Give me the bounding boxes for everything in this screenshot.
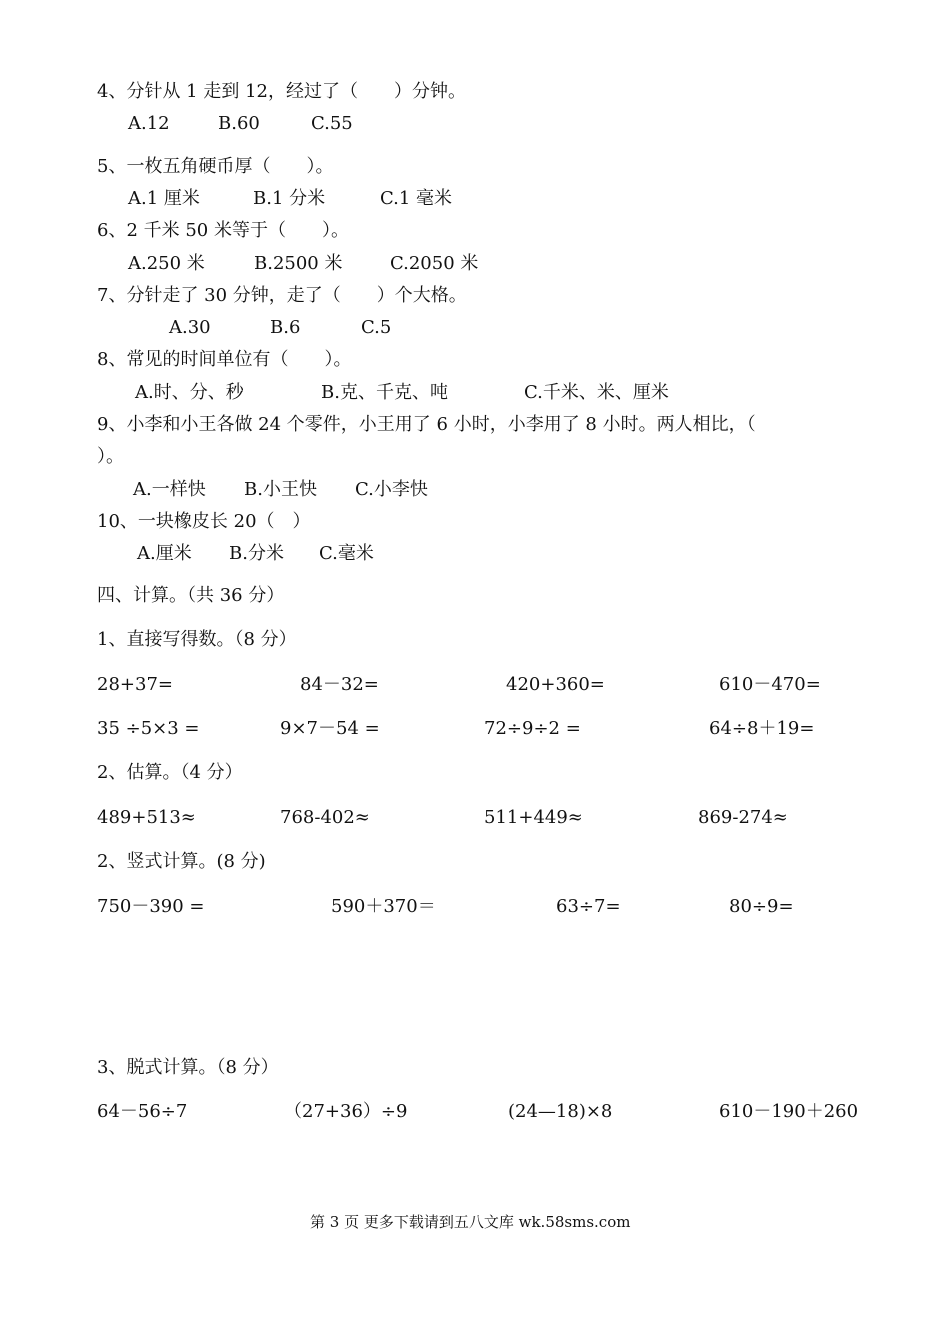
q6-stem: 6、2 千米 50 米等于（ ）。 [97,220,349,241]
calc-item: 35 ÷5×3 = [97,718,200,739]
part2-title: 2、估算。（4 分） [97,762,243,783]
stepwise-calc-item: 610－190＋260 [719,1101,859,1122]
q7-option-b: B.6 [270,317,301,338]
calc-item: 72÷9÷2 = [484,718,581,739]
part1-title: 1、直接写得数。（8 分） [97,629,297,650]
calc-item: 610－470= [719,674,821,695]
q7-stem: 7、分针走了 30 分钟，走了（ ）个大格。 [97,285,467,306]
q5-option-c: C.1 毫米 [380,188,453,209]
calc-item: 9×7－54 = [280,718,380,739]
q10-option-c: C.毫米 [319,543,374,564]
stepwise-calc-item: (24—18)×8 [508,1101,613,1122]
q5-option-a: A.1 厘米 [128,188,200,209]
estimate-item: 869-274≈ [698,807,788,828]
vertical-calc-item: 80÷9= [729,896,794,917]
calc-item: 84－32= [300,674,379,695]
estimate-item: 768-402≈ [280,807,370,828]
q6-option-b: B.2500 米 [254,253,343,274]
q8-stem: 8、常见的时间单位有（ ）。 [97,349,352,370]
q9-option-b: B.小王快 [244,479,317,500]
q10-option-b: B.分米 [229,543,284,564]
stepwise-calc-item: 64－56÷7 [97,1101,188,1122]
calc-item: 420+360= [506,674,605,695]
vertical-calc-item: 590＋370＝ [331,896,436,917]
part3-title: 2、竖式计算。(8 分) [97,851,266,872]
q6-option-a: A.250 米 [128,253,205,274]
estimate-item: 489+513≈ [97,807,196,828]
q4-option-a: A.12 [128,113,170,134]
q9-option-c: C.小李快 [355,479,428,500]
calc-item: 64÷8＋19= [709,718,815,739]
estimate-item: 511+449≈ [484,807,583,828]
vertical-calc-item: 63÷7= [556,896,621,917]
q10-stem: 10、一块橡皮长 20（ ） [97,511,311,532]
q4-option-b: B.60 [218,113,260,134]
calc-item: 28+37= [97,674,173,695]
q8-option-c: C.千米、米、厘米 [524,382,669,403]
q8-option-b: B.克、千克、吨 [321,382,448,403]
q5-stem: 5、一枚五角硬币厚（ ）。 [97,156,334,177]
q9-option-a: A.一样快 [133,479,206,500]
q7-option-a: A.30 [169,317,211,338]
q10-option-a: A.厘米 [137,543,192,564]
q7-option-c: C.5 [361,317,392,338]
section4-title: 四、计算。（共 36 分） [97,585,285,606]
q8-option-a: A.时、分、秒 [135,382,244,403]
page-footer: 第 3 页 更多下载请到五八文库 wk.58sms.com [310,1213,631,1231]
q5-option-b: B.1 分米 [253,188,326,209]
q4-stem: 4、分针从 1 走到 12，经过了（ ）分钟。 [97,81,466,102]
q4-option-c: C.55 [311,113,353,134]
part4-title: 3、脱式计算。（8 分） [97,1057,279,1078]
q9-stem: 9、小李和小王各做 24 个零件，小王用了 6 小时，小李用了 8 小时。两人相比，（ [97,414,756,435]
vertical-calc-item: 750－390 = [97,896,205,917]
stepwise-calc-item: （27+36）÷9 [284,1101,408,1122]
q9-stem-continued: ）。 [97,446,124,467]
q6-option-c: C.2050 米 [390,253,479,274]
